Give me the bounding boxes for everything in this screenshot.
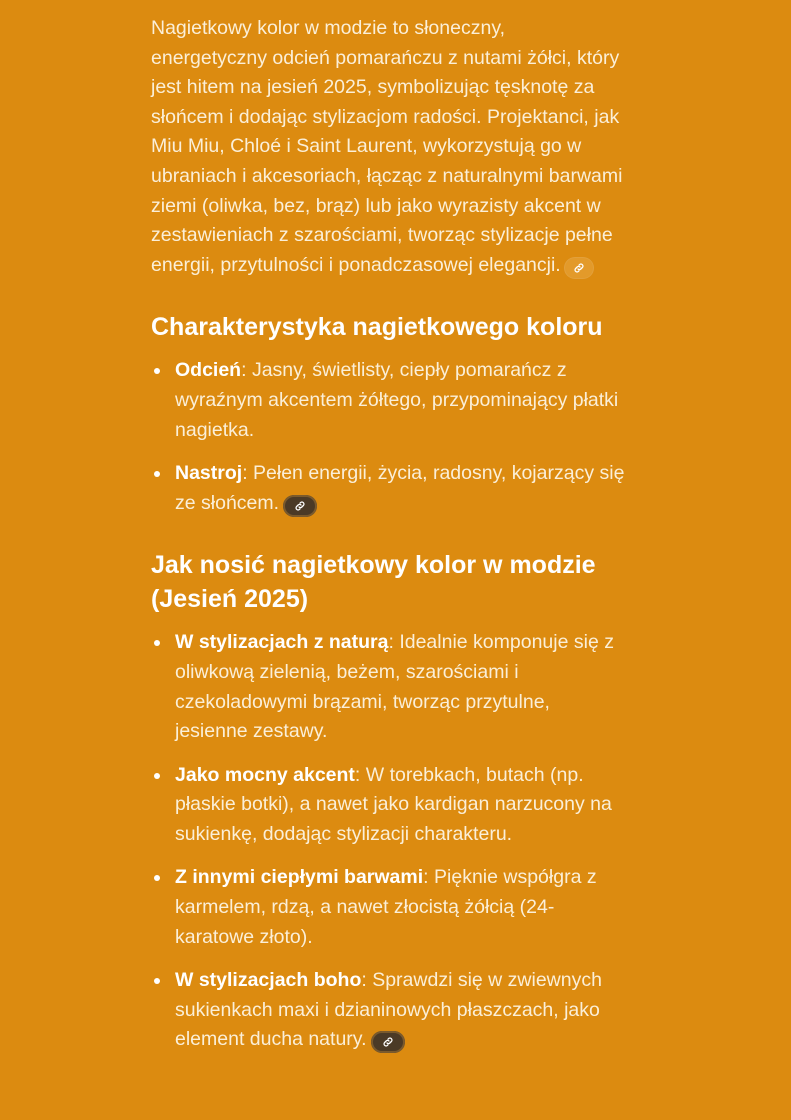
link-icon <box>382 1036 394 1048</box>
source-link-button[interactable] <box>565 258 593 278</box>
list-item-term: W stylizacjach z naturą <box>175 631 389 654</box>
source-link-button[interactable] <box>283 495 317 517</box>
list-item-text: : Sprawdzi się w zwiewnych sukienkach maxi i dzianinowych płaszczach, jako element ducha natury. <box>175 969 602 1051</box>
list-item-term: Z innymi ciepłymi barwami <box>175 866 424 889</box>
list-item <box>151 356 626 445</box>
list-item <box>151 459 626 518</box>
characteristics-list <box>151 356 626 518</box>
link-icon <box>294 500 306 512</box>
list-item-text: : Jasny, świetlisty, ciepły pomarańcz z wyraźnym akcentem żółtego, przypominający płatki nagietka. <box>175 359 619 441</box>
list-item <box>151 966 626 1055</box>
link-icon <box>573 262 585 274</box>
intro-text: Nagietkowy kolor w modzie to słoneczny, energetyczny odcień pomarańczu z nutami żółci, który jest hitem na jesień 2025, symbolizując tęsknotę za słońcem i dodając stylizacjom radości. Projektanci, jak Miu Miu, Chloé i Saint Laurent, wykorzystują go w ubraniach i akcesoriach, łącząc z naturalnymi barwami ziemi (oliwka, bez, brąz) lub jako wyrazisty akcent w zestawieniach z szarościami, tworząc stylizacje pełne energii, przytulności i ponadczasowej elegancji. <box>151 17 623 276</box>
list-item-text: : Idealnie komponuje się z oliwkową zielenią, beżem, szarościami i czekoladowymi brązami, tworząc przytulne, jesienne zestawy. <box>175 631 614 743</box>
source-link-button[interactable] <box>371 1031 405 1053</box>
section-heading-characteristics: Charakterystyka nagietkowego koloru <box>151 313 603 342</box>
list-item <box>151 761 626 850</box>
list-item <box>151 628 626 746</box>
intro-paragraph <box>151 14 626 280</box>
list-item <box>151 863 626 952</box>
list-item-term: Nastroj <box>175 462 243 485</box>
list-item-term: W stylizacjach boho <box>175 969 362 992</box>
list-item-text: : Pełen energii, życia, radosny, kojarzący się ze słońcem. <box>175 462 625 514</box>
list-item-term: Odcień <box>175 359 242 382</box>
section-heading-how-to-wear: Jak nosić nagietkowy kolor w modzie (Jesień 2025) <box>151 551 596 614</box>
list-item-text: : W torebkach, butach (np. płaskie botki), a nawet jako kardigan narzucony na sukienkę, dodając stylizacji charakteru. <box>175 763 612 845</box>
answer-content <box>151 14 626 1069</box>
list-item-text: : Pięknie współgra z karmelem, rdzą, a nawet złocistą żółcią (24-karatowe złoto). <box>175 866 597 948</box>
how-to-wear-list <box>151 628 626 1055</box>
list-item-term: Jako mocny akcent <box>175 763 355 786</box>
